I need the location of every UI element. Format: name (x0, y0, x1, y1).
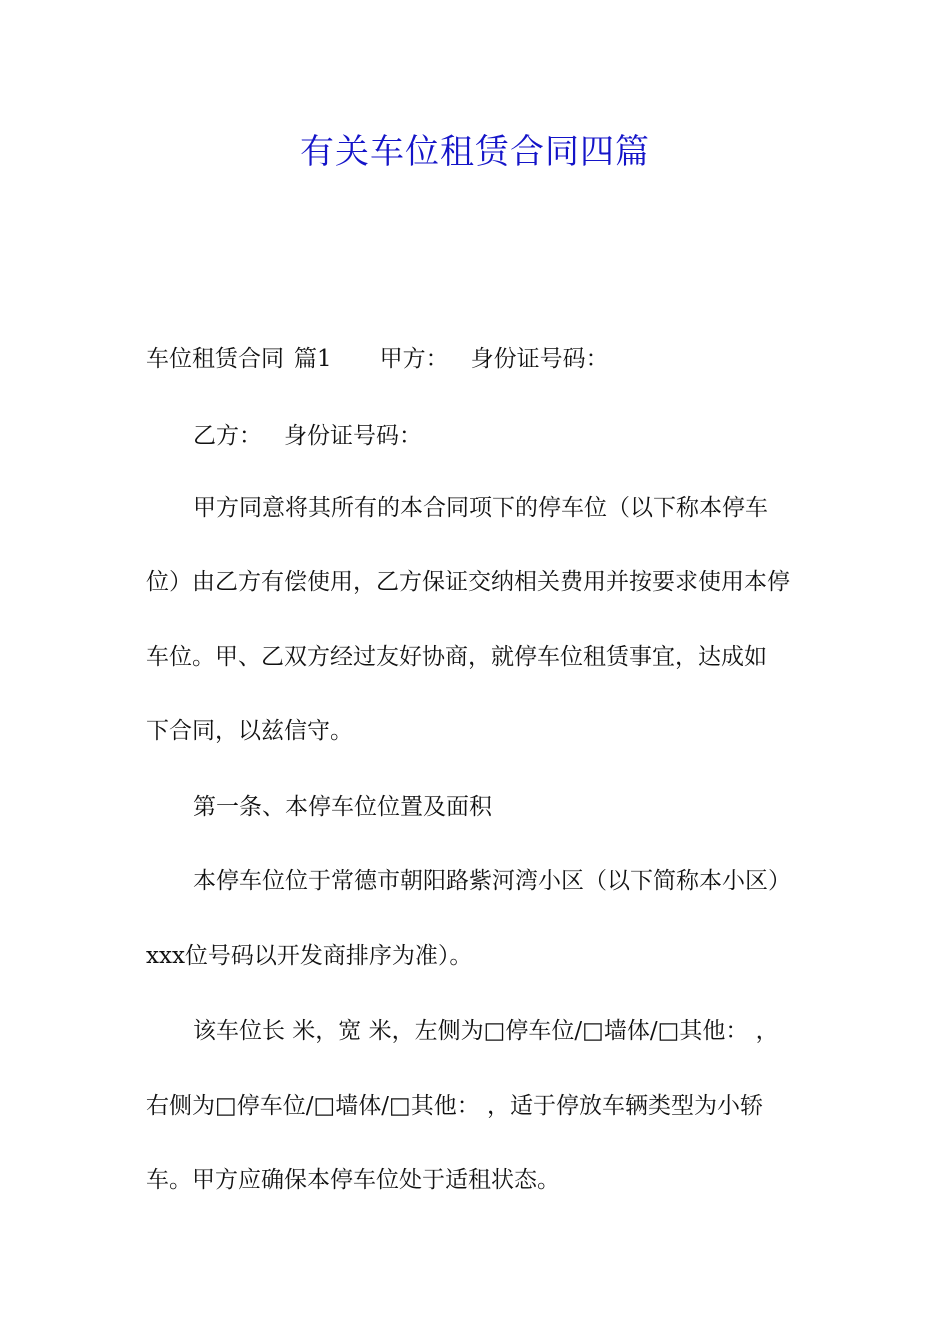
party-b-id-label: 身份证号码： (284, 423, 422, 449)
paragraph-line: 车。甲方应确保本停车位处于适租状态。 (146, 1167, 560, 1193)
party-a-label: 甲方： (379, 346, 449, 372)
contract-heading: 车位租赁合同 (146, 346, 284, 372)
party-b-label: 乙方： (193, 423, 262, 449)
contract-header-line (146, 344, 816, 374)
paragraph-line: 该车位长 米，宽 米，左侧为□停车位/□墙体/□其他： ， (193, 1018, 779, 1044)
paragraph-line: xxx位号码以开发商排序为准）。 (146, 943, 473, 969)
article-heading: 第一条、本停车位位置及面积 (193, 794, 492, 820)
party-a-id-label: 身份证号码： (470, 346, 609, 372)
paragraph-line: 甲方同意将其所有的本合同项下的停车位（以下称本停车 (193, 495, 768, 521)
paragraph-line: 本停车位位于常德市朝阳路紫河湾小区（以下简称本小区） (193, 868, 791, 894)
document-title: 有关车位租赁合同四篇 (300, 132, 650, 172)
paragraph-line: 下合同，以兹信守。 (146, 718, 353, 744)
paragraph-line: 车位。甲、乙双方经过友好协商，就停车位租赁事宜，达成如 (146, 644, 767, 670)
party-b-line (193, 421, 816, 451)
paragraph-line: 右侧为□停车位/□墙体/□其他： ，适于停放车辆类型为小轿 (146, 1093, 764, 1119)
contract-part-number: 篇1 (294, 346, 332, 372)
paragraph-line: 位）由乙方有偿使用，乙方保证交纳相关费用并按要求使用本停 (146, 569, 790, 595)
